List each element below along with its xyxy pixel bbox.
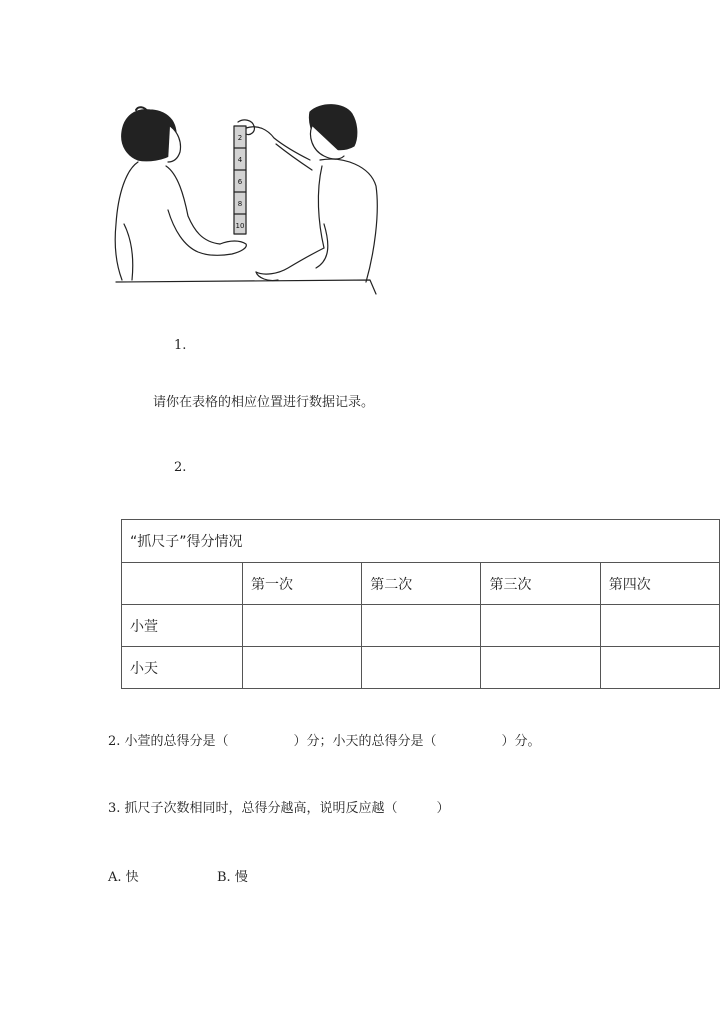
header-cell: 第一次 [242,563,361,605]
table-header-row [122,563,720,605]
option-a[interactable]: A. 快 [108,870,139,885]
question-1-instruction: 请你在表格的相应位置进行数据记录。 [153,395,375,410]
table-row [122,647,720,689]
score-table [121,519,720,689]
header-cell: 第二次 [362,563,481,605]
row-name: 小天 [122,647,243,689]
question-2-text: 2. 小萱的总得分是（ ）分；小天的总得分是（ ）分。 [108,734,541,749]
ruler-tick: 2 [237,134,243,142]
header-cell [122,563,243,605]
ruler-tick: 10 [235,222,245,230]
score-cell[interactable] [481,647,600,689]
score-cell[interactable] [362,647,481,689]
ruler-tick: 6 [237,178,243,186]
option-b[interactable]: B. 慢 [217,870,248,885]
ruler-catching-illustration [108,104,380,298]
score-cell[interactable] [362,605,481,647]
score-cell[interactable] [242,647,361,689]
score-cell[interactable] [242,605,361,647]
question-2-marker: 2. [174,460,187,475]
question-1-number: 1. [174,338,187,353]
ruler-tick: 4 [237,156,243,164]
table-caption: “抓尺子”得分情况 [122,520,720,563]
header-cell: 第三次 [481,563,600,605]
score-cell[interactable] [481,605,600,647]
table-row [122,605,720,647]
question-3-text: 3. 抓尺子次数相同时，总得分越高，说明反应越（ ） [108,801,450,816]
row-name: 小萱 [122,605,243,647]
ruler-tick: 8 [237,200,243,208]
score-cell[interactable] [600,647,719,689]
score-cell[interactable] [600,605,719,647]
header-cell: 第四次 [600,563,719,605]
